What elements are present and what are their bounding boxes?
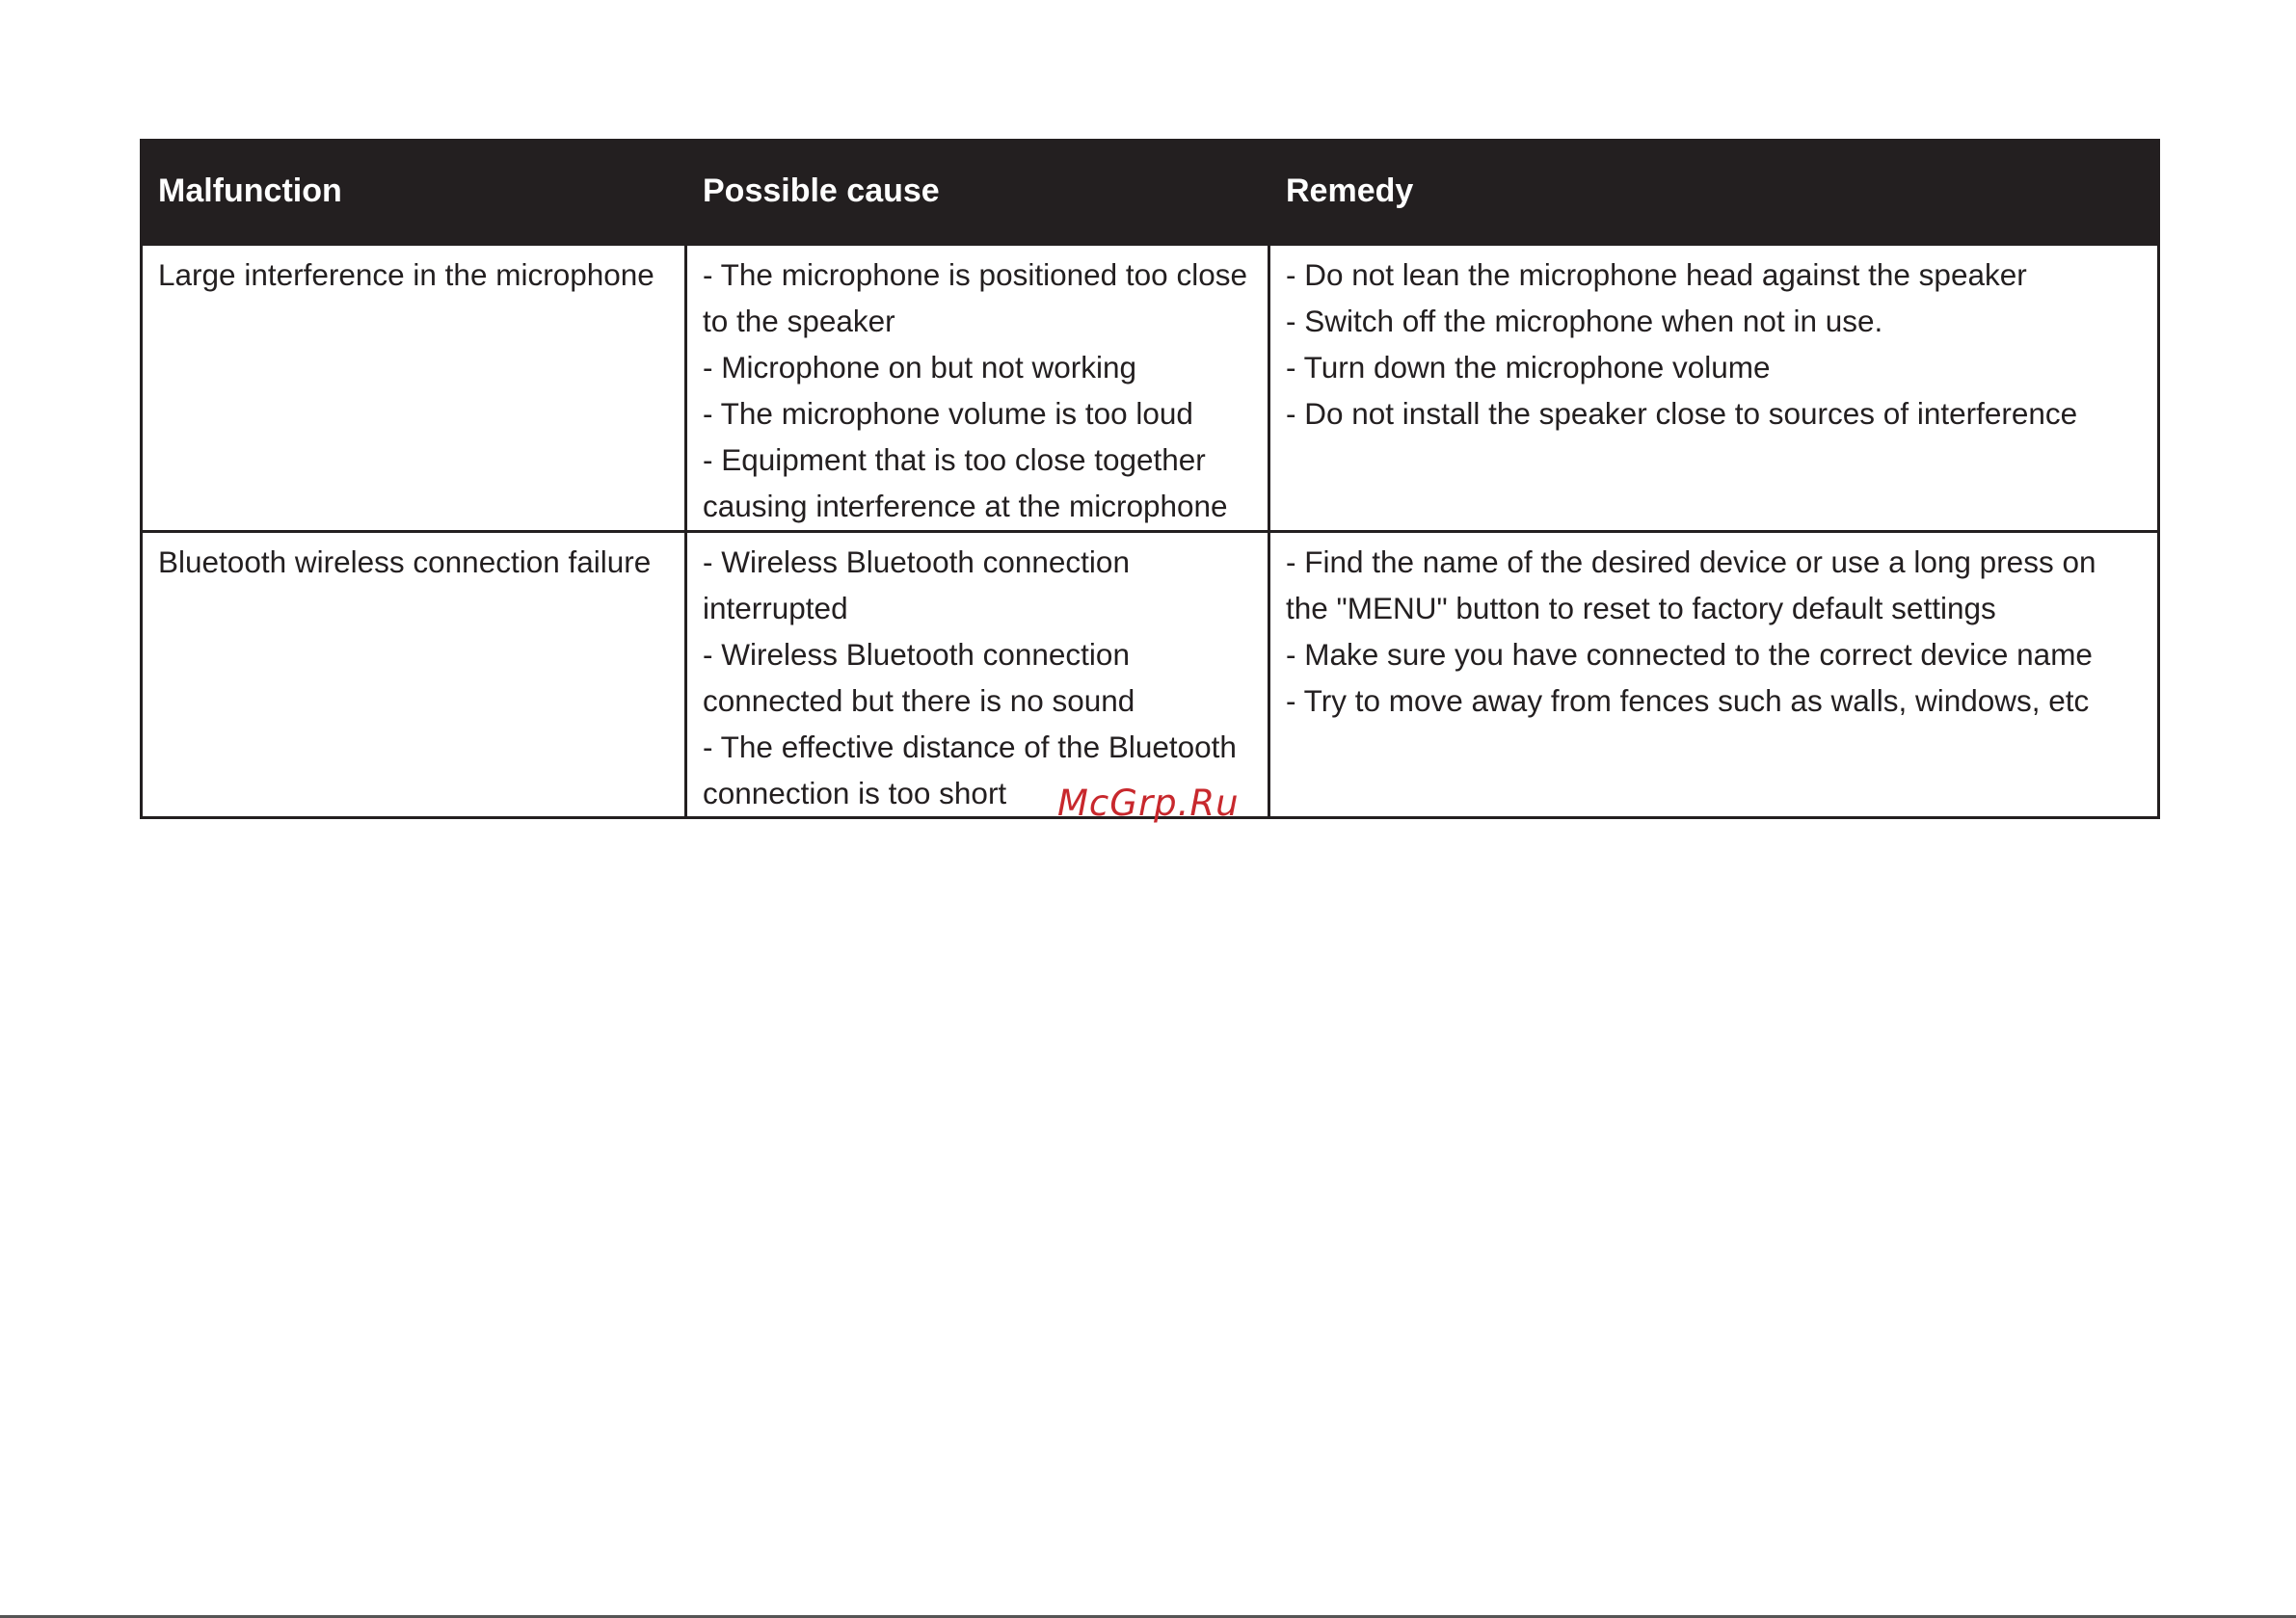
cause-cell bbox=[686, 532, 1269, 818]
malfunction-cell bbox=[142, 532, 686, 818]
remedy-item: - Switch off the microphone when not in use. bbox=[1286, 304, 1883, 338]
cause-item: - Equipment that is too close together causing interference at the microphone bbox=[703, 442, 1228, 523]
cause-item: - The microphone is positioned too close to the speaker bbox=[703, 257, 1247, 338]
cause-cell bbox=[686, 245, 1269, 532]
remedy-item: - Do not lean the microphone head against the speaker bbox=[1286, 257, 2027, 292]
header-remedy: Remedy bbox=[1269, 139, 2159, 245]
malfunction-text: Bluetooth wireless connection failure bbox=[158, 544, 652, 579]
cause-item: - Wireless Bluetooth connection interrupted bbox=[703, 544, 1130, 625]
cause-item: - Wireless Bluetooth connection connected but there is no sound bbox=[703, 637, 1135, 718]
table-row bbox=[142, 245, 2159, 532]
remedy-cell bbox=[1269, 532, 2159, 818]
troubleshooting-table bbox=[140, 139, 2160, 819]
table-row bbox=[142, 532, 2159, 818]
watermark-text: McGrp.Ru bbox=[1057, 782, 1240, 824]
remedy-item: - Turn down the microphone volume bbox=[1286, 350, 1771, 385]
table-header-row bbox=[142, 139, 2159, 245]
remedy-item: - Do not install the speaker close to sources of interference bbox=[1286, 396, 2078, 431]
remedy-item: - Make sure you have connected to the correct device name bbox=[1286, 637, 2093, 672]
cause-item: - The microphone volume is too loud bbox=[703, 396, 1193, 431]
malfunction-text: Large interference in the microphone bbox=[158, 257, 654, 292]
malfunction-cell bbox=[142, 245, 686, 532]
cause-item: - The effective distance of the Bluetooth connection is too short bbox=[703, 729, 1237, 810]
header-malfunction: Malfunction bbox=[142, 139, 686, 245]
cause-item: - Microphone on but not working bbox=[703, 350, 1136, 385]
remedy-item: - Find the name of the desired device or use a long press on the "MENU" button to reset to factory default settings bbox=[1286, 544, 2096, 625]
remedy-item: - Try to move away from fences such as walls, windows, etc bbox=[1286, 683, 2090, 718]
remedy-cell bbox=[1269, 245, 2159, 532]
header-possible-cause: Possible cause bbox=[686, 139, 1269, 245]
